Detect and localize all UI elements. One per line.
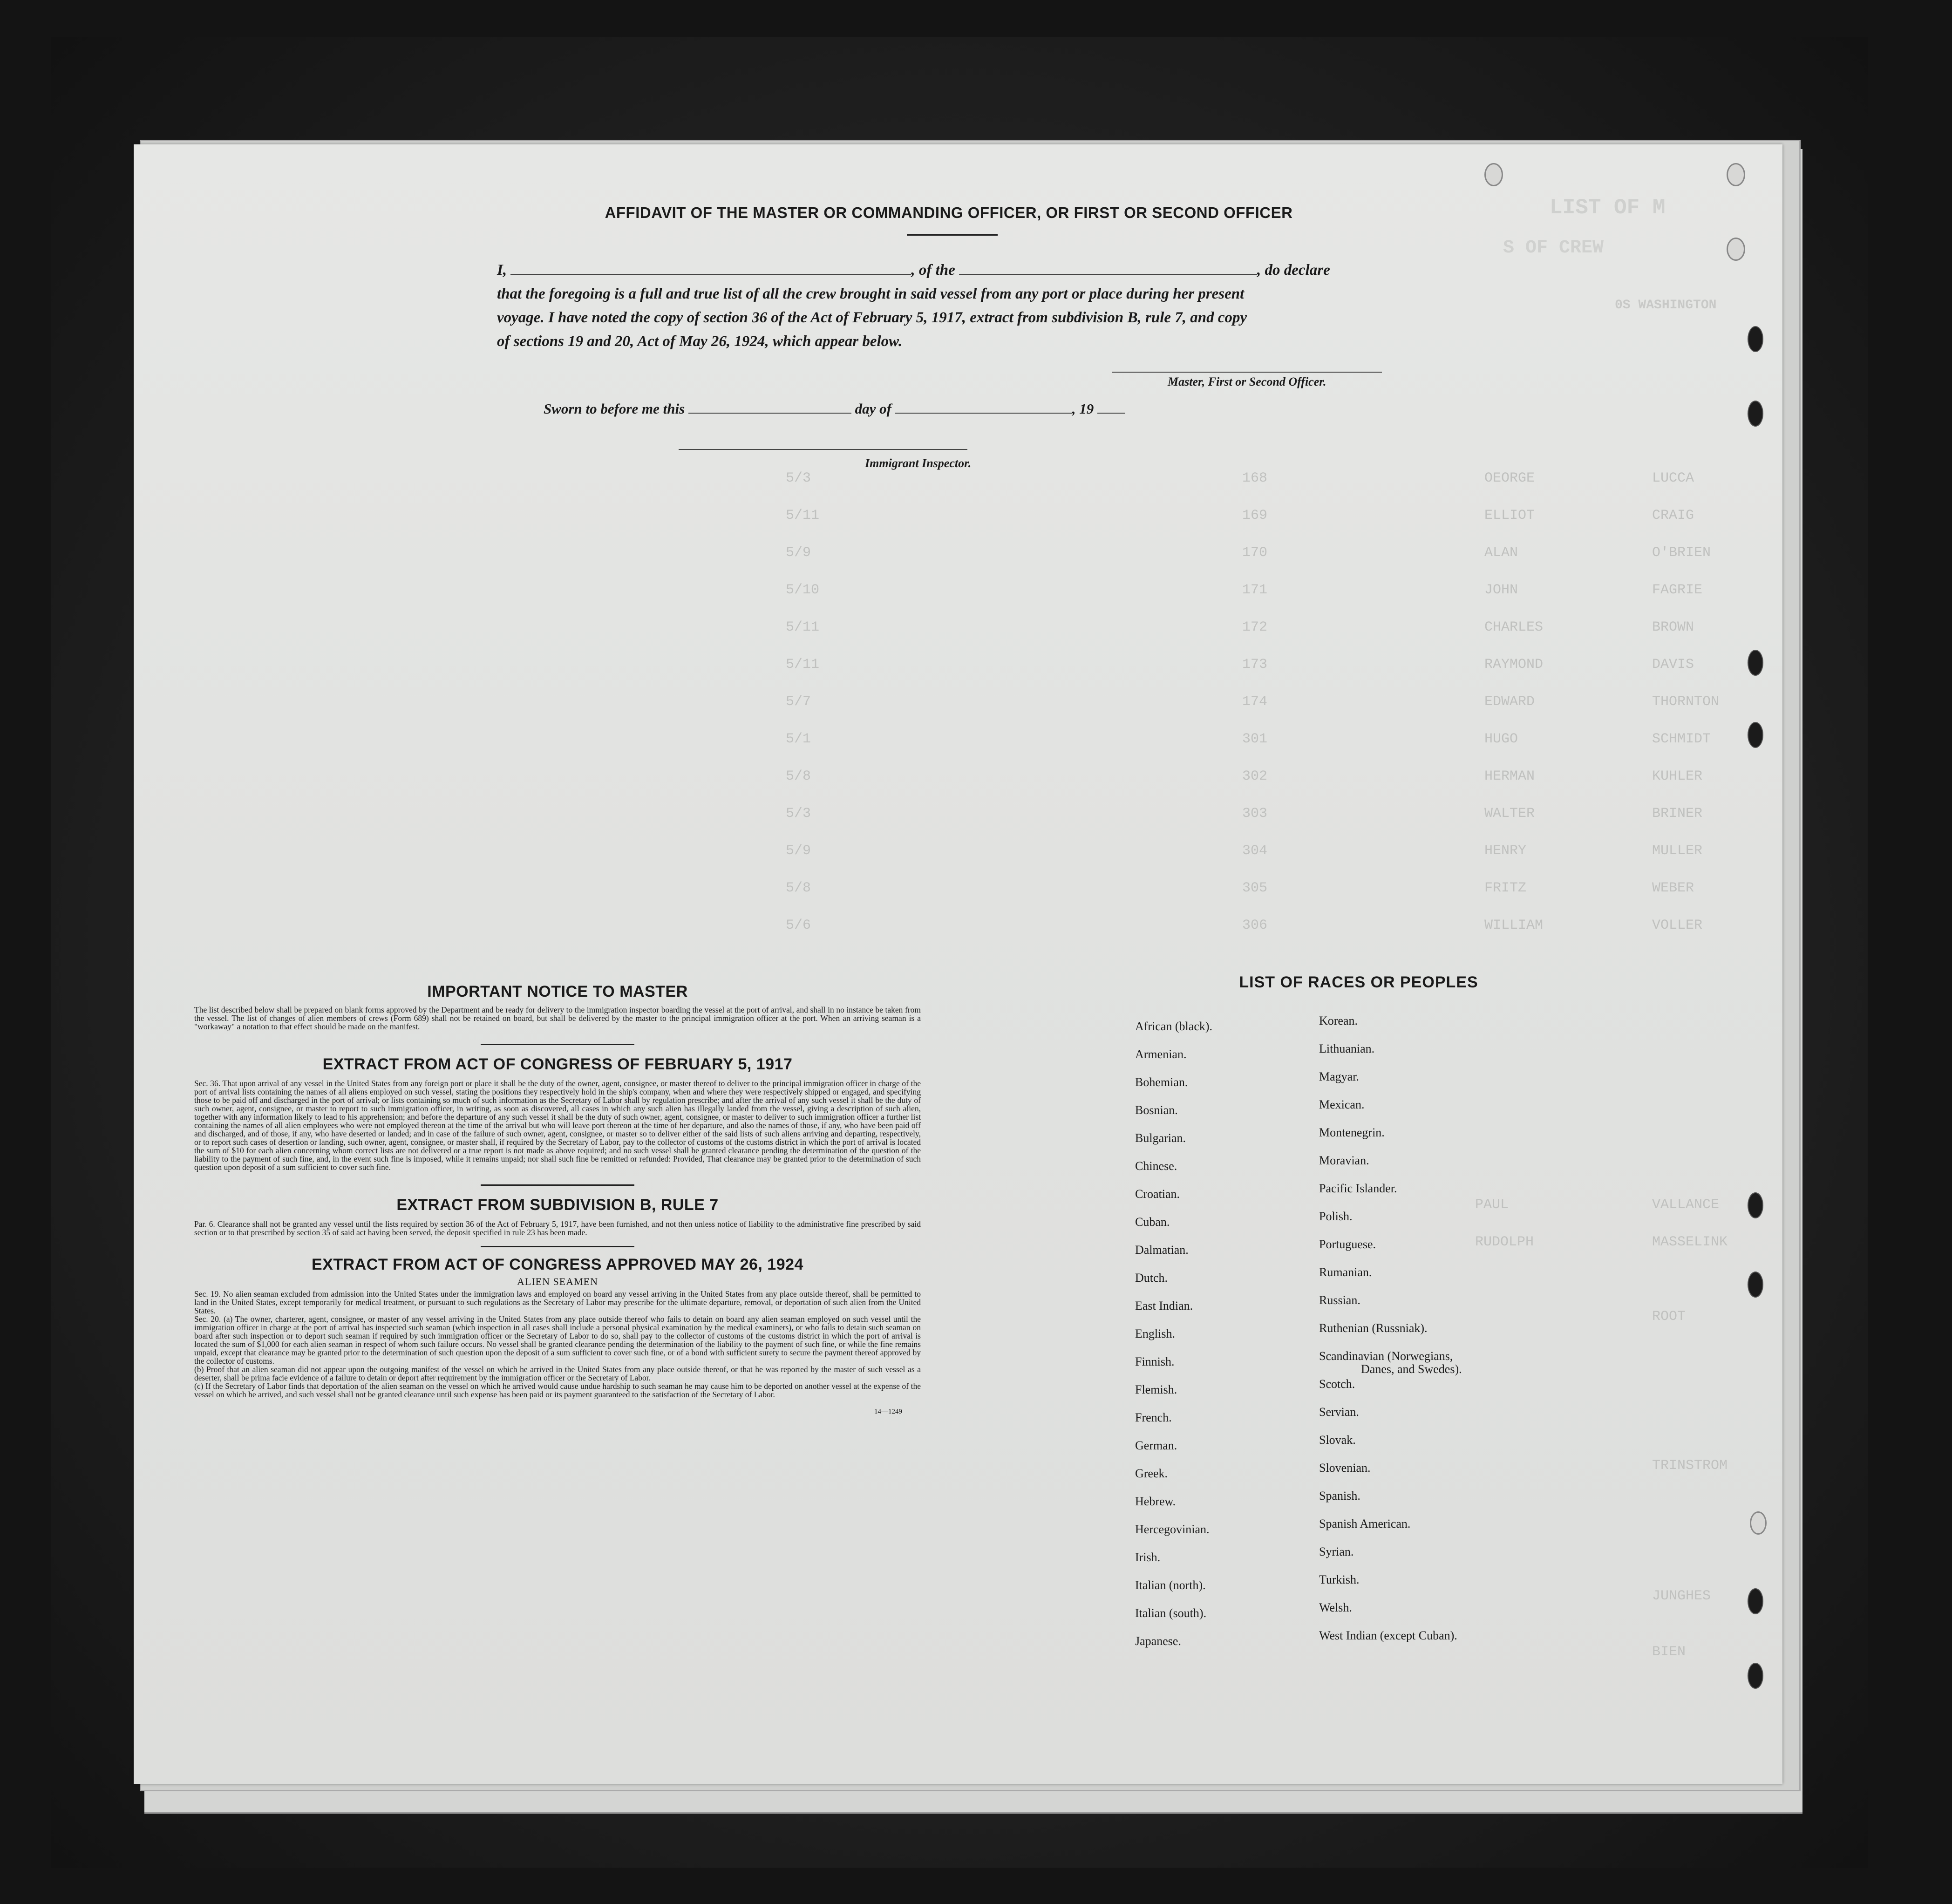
race-item: East Indian. <box>1135 1299 1193 1312</box>
punch-hole <box>1748 1192 1763 1218</box>
sworn-year-label: , 19 <box>1072 401 1094 417</box>
punch-hole <box>1748 326 1763 352</box>
section-rule <box>481 1044 634 1045</box>
race-item: Flemish. <box>1135 1383 1177 1396</box>
race-item: Ruthenian (Russniak). <box>1319 1321 1428 1335</box>
master-signature-label: Master, First or Second Officer. <box>1168 375 1326 388</box>
race-item: Montenegrin. <box>1319 1126 1385 1139</box>
race-item: Lithuanian. <box>1319 1042 1375 1055</box>
race-item: English. <box>1135 1327 1175 1340</box>
race-item: Finnish. <box>1135 1355 1175 1368</box>
race-item: German. <box>1135 1439 1177 1452</box>
race-item: Syrian. <box>1319 1545 1354 1558</box>
punch-hole <box>1748 722 1763 748</box>
race-item: Pacific Islander. <box>1319 1182 1397 1195</box>
race-item: Bosnian. <box>1135 1103 1178 1117</box>
punch-hole <box>1727 238 1745 261</box>
sworn-day-label: day of <box>855 401 891 417</box>
race-item: Polish. <box>1319 1210 1353 1223</box>
punch-hole <box>1748 1588 1763 1614</box>
race-item: Danes, and Swedes). <box>1361 1362 1462 1376</box>
race-item: Scotch. <box>1319 1377 1355 1391</box>
race-item: Irish. <box>1135 1550 1161 1564</box>
race-item: Servian. <box>1319 1405 1359 1419</box>
notices-column <box>194 983 921 1416</box>
declarant-name-blank <box>510 260 911 275</box>
race-item: Hebrew. <box>1135 1495 1176 1508</box>
race-item: Slovak. <box>1319 1433 1356 1447</box>
affidavit-body <box>497 258 1550 354</box>
race-item: African (black). <box>1135 1020 1213 1033</box>
declarant-label: I, <box>497 262 507 279</box>
inspector-signature-line <box>679 449 967 450</box>
sec20c-body: (c) If the Secretary of Labor finds that deportation of the alien seaman on the vessel on which he arrived would cause undue hardship to such seaman he may cause him to be deported on another vessel at the expense of the vessel on which he arrived, and such vessel shall not be granted clearance until such expense has been paid or its payment guaranteed to the satisfaction of the Secretary of Labor. <box>194 1381 921 1399</box>
race-item: Welsh. <box>1319 1601 1352 1614</box>
race-item: Moravian. <box>1319 1154 1369 1167</box>
races-column-1 <box>1135 1020 1212 1663</box>
race-item: Armenian. <box>1135 1047 1187 1061</box>
race-item: Italian (north). <box>1135 1578 1206 1592</box>
section-rule <box>481 1184 634 1186</box>
race-item: Turkish. <box>1319 1573 1360 1586</box>
race-item: Slovenian. <box>1319 1461 1371 1475</box>
race-item: Russian. <box>1319 1293 1360 1307</box>
punch-hole <box>1748 1272 1763 1298</box>
punch-hole <box>1748 401 1763 427</box>
race-item: Bohemian. <box>1135 1075 1188 1089</box>
race-item: Cuban. <box>1135 1215 1170 1229</box>
notice-body: The list described below shall be prepared on blank forms approved by the Department and be ready for delivery to the immigration inspector boarding the vessel at the port of arrival, and shall in no instance be taken from the vessel. The list of changes of alien members of crews (Form 689) shall not be retained on board, but shall be delivered by the master to the principal immigration officer at the port. When an arriving seaman is a "workaway" a notation to that effect should be made on the manifest. <box>194 1005 921 1031</box>
of-the-label: , of the <box>911 262 955 279</box>
punch-hole <box>1748 1663 1763 1689</box>
sworn-statement <box>544 400 1335 417</box>
race-item: Hercegovinian. <box>1135 1523 1210 1536</box>
title-rule <box>907 234 998 236</box>
act-1917-heading: EXTRACT FROM ACT OF CONGRESS OF FEBRUARY 5, 1917 <box>322 1055 793 1073</box>
race-item: Portuguese. <box>1319 1238 1376 1251</box>
notice-heading: IMPORTANT NOTICE TO MASTER <box>427 983 688 1000</box>
race-item: Spanish American. <box>1319 1517 1411 1530</box>
race-item: Greek. <box>1135 1467 1168 1480</box>
form-number: 14—1249 <box>874 1408 902 1415</box>
races-column-2 <box>1319 1014 1462 1657</box>
race-item: Japanese. <box>1135 1634 1181 1648</box>
punch-hole <box>1750 1511 1767 1535</box>
race-item: Chinese. <box>1135 1159 1177 1173</box>
race-item: Mexican. <box>1319 1098 1365 1111</box>
inspector-signature-label: Immigrant Inspector. <box>865 456 972 470</box>
declaration-line <box>497 258 1550 282</box>
declaration-text: voyage. I have noted the copy of section 36 of the Act of February 5, 1917, extract from subdivision B, rule 7, and copy <box>497 309 1247 326</box>
race-item: Dalmatian. <box>1135 1243 1189 1257</box>
declaration-text: of sections 19 and 20, Act of May 26, 1924, which appear below. <box>497 333 903 350</box>
punch-hole <box>1484 163 1503 186</box>
sworn-prefix: Sworn to before me this <box>544 401 685 417</box>
race-item: West Indian (except Cuban). <box>1319 1629 1457 1642</box>
race-item: Bulgarian. <box>1135 1131 1186 1145</box>
race-item: Spanish. <box>1319 1489 1360 1503</box>
race-item: Scandinavian (Norwegians, <box>1319 1349 1453 1363</box>
race-item: Rumanian. <box>1319 1265 1372 1279</box>
bleed-through-text: LIST OF M S OF CREW 0S WASHINGTON <box>1503 196 1717 313</box>
declare-label: , do declare <box>1257 262 1330 279</box>
sworn-month-blank <box>895 400 1072 414</box>
sworn-year-blank <box>1097 400 1125 414</box>
sec19-body: Sec. 19. No alien seaman excluded from admission into the United States under the immigration laws and employed on board any vessel arriving in the United States from any place outside thereof, shall be permitted to land in the United States, except temporarily for medical treatment, or pursuant to such regulations as the Secretary of Labor may prescribe for the ultimate departure, removal, or deportation of such alien from the United States. <box>194 1289 921 1315</box>
race-item: Magyar. <box>1319 1070 1359 1083</box>
race-item: Dutch. <box>1135 1271 1168 1285</box>
sec20a-body: Sec. 20. (a) The owner, charterer, agent, consignee, or master of any vessel arriving in the United States from any place outside thereof who fails to detain on board any alien seaman employed on such vessel until the immigration officer in charge at the port of arrival has inspected such seaman (which inspection in all cases shall include a personal physical examination by the medical examiners), or who fails to detain such seaman on board after such inspection or to deport such seaman if required by such immigration officer or the Secretary of Labor to do so, shall pay to the collector of customs of the customs district in which the port of arrival is located the sum of $1,000 for each alien seaman in respect of whom such failure occurs. No vessel shall be granted clearance pending the determination of the liability to the payment of such fine, or while the fine remains unpaid, except that clearance may be granted prior to the determination of such question upon the deposit of a sum sufficient to cover such fine, or of a bond with sufficient surety to secure the payment thereof approved by the collector of customs. <box>194 1314 921 1366</box>
act-1924-heading: EXTRACT FROM ACT OF CONGRESS APPROVED MAY 26, 1924 <box>312 1256 803 1273</box>
punch-hole <box>1727 163 1745 186</box>
affidavit-title: AFFIDAVIT OF THE MASTER OR COMMANDING OFFICER, OR FIRST OR SECOND OFFICER <box>605 204 1293 221</box>
punch-hole <box>1748 650 1763 676</box>
rule7-heading: EXTRACT FROM SUBDIVISION B, RULE 7 <box>396 1196 719 1214</box>
race-item: Croatian. <box>1135 1187 1180 1201</box>
act-1917-body: Sec. 36. That upon arrival of any vessel in the United States from any foreign port or place it shall be the duty of the owner, agent, consignee, or master thereof to deliver to the principal immigration officer in charge of the port of arrival lists containing the names of all aliens employed on such vessel, stating the positions they respectively hold in the ship's company, when and where they were respectively shipped or engaged, and specifying those to be paid off and discharged in the port of arrival; or lists containing so much of such information as the Secretary of Labor shall by regulation prescribe; and after the arrival of any such vessel it shall be the duty of such owner, agent, consignee, or master to report to such immigration officer, in writing, as soon as discovered, all cases in which any such alien has illegally landed from the vessel, giving a description of such alien, together with any information likely to lead to his apprehension; and before the departure of any such vessel it shall be the duty of such owner, agent, consignee, or master to deliver to such immigration officer a further list containing the names of all alien employees who were not employed thereon at the time of the arrival but who will leave port thereon at the time of her departure, and also the names of those, if any, who have been paid off and discharged, and of those, if any, who have deserted or landed; and in case of the failure of such owner, agent, consignee, or master so to deliver either of the said lists of such aliens arriving and departing, respectively, or to report such cases of desertion or landing, such owner, agent, consignee, or master shall, if required by the Secretary of Labor, pay to the collector of customs of the customs district in which the port of arrival is located the sum of $10 for each alien concerning whom correct lists are not delivered or a true report is not made as above required; and no such vessel shall be granted clearance pending the determination of the question of the liability to the payment of such fine, and, in the event such fine is imposed, while it remains unpaid; nor shall such fine be remitted or refunded: Provided, That clearance may be granted prior to the determination of such question upon deposit of a sum sufficient to cover such fine. <box>194 1079 921 1172</box>
sec20b-body: (b) Proof that an alien seaman did not appear upon the outgoing manifest of the vessel on which he arrived in the United States from any place outside thereof, or that he was reported by the master of such vessel as a deserter, shall be prima facie evidence of a failure to detain or deport after requirement by the immigration officer or the Secretary of Labor. <box>194 1365 921 1382</box>
master-signature-line <box>1112 372 1382 373</box>
race-item: Korean. <box>1319 1014 1358 1027</box>
declaration-text: that the foregoing is a full and true list of all the crew brought in said vessel from any port or place during her present <box>497 286 1245 302</box>
section-rule <box>481 1246 634 1247</box>
manifest-page: LIST OF M S OF CREW 0S WASHINGTON OEORGE 168 LUCCA 5/3 ELLIOT 169 CRAIG 5/11 ALAN 170 O'BRIEN 5/9 JOHN 171 FAGRIE 5/10 CHARLES 172 BROWN 5/11 RAYMOND 173 DAVIS 5/11 EDWARD 174 THORNTON 5/7 HUGO 301 SCHMIDT 5/1 HERMAN 302 KUHLER 5/8 WALTER 303 BRINER 5/3 HENRY 304 MULLER 5/9 FRITZ 305 WEBER 5/8 WILLIAM 306 VOLLER 5/6 PAUL VALLANCE RUDOLPH MASSELINK ROOT TRINSTROM JUNGHES BIEN AFFIDAVIT OF THE MASTER OR COMMANDING OFFICER, OR FIRST OR SECOND OFFICER I, , of the , do declare that the foregoing is a full and true list of all the crew brought in said vessel from any port or place during her present voyage. I have noted the copy of section 36 of the Act of February 5, 1917, extract from subdivision B, rule 7, and copy of sections 19 and 20, Act of May 26, 1924, which appear below. Master, First or Second Officer. Sworn to before me this day of , 19 Immigrant Inspector. IMPORTANT NOTICE TO MASTER The list described below shall be prepared on blank forms approved by the Department and be ready for delivery to the immigration inspector boarding the vessel at the port of arrival, and shall in no instance be taken from the vessel. The list of changes of alien members of crews (Form 689) shall not be retained on board, but shall be delivered by the master to the principal immigration officer at the port. When an arriving seaman is a "workaway" a notation to that effect should be made on the manifest. EXTRACT FROM ACT OF CONGRESS OF FEBRUARY 5, 1917 Sec. 36. That upon arrival of any vessel in the United States from any foreign port or place it shall be the duty of the owner, agent, consignee, or master thereof to deliver to the principal immigration officer in charge of the port of arrival lists containing the names of all aliens employed on such vessel, stating the positions they respectively hold in the ship's company, when and where they were respectively shipped or engaged, and specifying those to be paid off and discharged in the port of arrival; or lists containing so much of such information as the Secretary of Labor shall by regulation prescribe; and after the arrival of any such vessel it shall be the duty of such owner, agent, consignee, or master to report to such immigration officer, in writing, as soon as discovered, all cases in which any such alien has illegally landed from the vessel, giving a description of such alien, together with any information likely to lead to his apprehension; and before the departure of any such vessel it shall be the duty of such owner, agent, consignee, or master to deliver to such immigration officer a further list containing the names of all alien employees who were not employed thereon at the time of the arrival but who will leave port thereon at the time of her departure, and also the names of those, if any, who have been paid off and discharged, and of those, if any, who have deserted or landed; and in case of the failure of such owner, agent, consignee, or master so to deliver either of the said lists of such aliens arriving and departing, respectively, or to report such cases of desertion or landing, such owner, agent, consignee, or master shall, if required by the Secretary of Labor, pay to the collector of customs of the customs district in which the port of arrival is located the sum of $10 for each alien concerning whom correct lists are not delivered or a true report is not made as above required; and no such vessel shall be granted clearance pending the determination of the question of the liability to the payment of such fine, and, in the event such fine is imposed, while it remains unpaid; nor shall such fine be remitted or refunded: Provided, That clearance may be granted prior to the determination of such question upon deposit of a sum sufficient to cover such fine. EXTRACT FROM SUBDIVISION B, RULE 7 Par. 6. Clearance shall not be granted any vessel until the lists required by section 36 of the Act of February 5, 1917, have been furnished, and not then unless notice of liability to the administrative fine prescribed by said section or to that prescribed by section 35 of said act having been served, the deposit specified in rule 23 has been made. EXTRACT FROM ACT OF CONGRESS APPROVED MAY 26, 1924 ALIEN SEAMEN Sec. 19. No alien seaman excluded from admission into the United States under the immigration laws and employed on board any vessel arriving in the United States from any place outside thereof, shall be permitted to land in the United States, except temporarily for medical treatment, or pursuant to such regulations as the Secretary of Labor may prescribe for the ultimate departure, removal, or deportation of such alien from the United States. Sec. 20. (a) The owner, charterer, agent, consignee, or master of any vessel arriving in the United States from any place outside thereof who fails to detain on board any alien seaman employed on such vessel until the immigration officer in charge at the port of arrival has inspected such seaman (which inspection in all cases shall include a personal physical examination by the medical examiners), or who fails to detain such seaman on board after such inspection or to deport such seaman if required by such immigration officer or the Secretary of Labor to do so, shall pay to the collector of customs of the customs district in which the port of arrival is located the sum of $1,000 for each alien seaman in respect of whom such failure occurs. No vessel shall be granted clearance pending the determination of the liability to the payment of such fine, or while the fine remains unpaid, except that clearance may be granted prior to the determination of such question upon the deposit of a sum sufficient to cover such fine, or of a bond with sufficient surety to secure the payment thereof approved by the collector of customs. (b) Proof that an alien seaman did not appear upon the outgoing manifest of the vessel on which he arrived in the United States from any place outside thereof, or that he was reported by the master of such vessel as a deserter, shall be prima facie evidence of a failure to detain or deport after requirement by the immigration officer or the Secretary of Labor. (c) If the Secretary of Labor finds that deportation of the alien seaman on the vessel on which he arrived would cause undue hardship to such seaman he may cause him to be deported on another vessel at the expense of the vessel on which he arrived, and such vessel shall not be granted clearance until such expense has been paid or its payment guaranteed to the satisfaction of the Secretary of Labor. 14—1249 LIST OF RACES OR PEOPLES African (black). Armenian. Bohemian. Bosnian. Bulgarian. Chinese. Croatian. Cuban. Dalmatian. Dutch. East Indian. English. Finnish. Flemish. French. German. Greek. Hebrew. Hercegovinian. Irish. Italian (north). Italian (south). Japanese. Korean. Lithuanian. Magyar. Mexican. Montenegrin. Moravian. Pacific Islander. Polish. Portuguese. Rumanian. Russian. Ruthenian (Russniak). Scandinavian (Norwegians, Danes, and Swedes). Scotch. Servian. Slovak. Slovenian. Spanish. Spanish American. Syrian. Turkish. Welsh. West Indian (except Cuban). <box>134 144 1782 1784</box>
vessel-name-blank <box>959 260 1257 275</box>
race-item: French. <box>1135 1411 1172 1424</box>
race-item: Italian (south). <box>1135 1606 1207 1620</box>
alien-seamen-subheading: ALIEN SEAMEN <box>517 1276 598 1287</box>
races-heading: LIST OF RACES OR PEOPLES <box>1239 973 1478 991</box>
sworn-day-blank <box>688 400 851 414</box>
rule7-body: Par. 6. Clearance shall not be granted any vessel until the lists required by section 36 of the Act of February 5, 1917, have been furnished, and not then unless notice of liability to the administrative fine prescribed by said section or to that prescribed by section 35 of said act having been served, the deposit specified in rule 23 has been made. <box>194 1219 921 1237</box>
